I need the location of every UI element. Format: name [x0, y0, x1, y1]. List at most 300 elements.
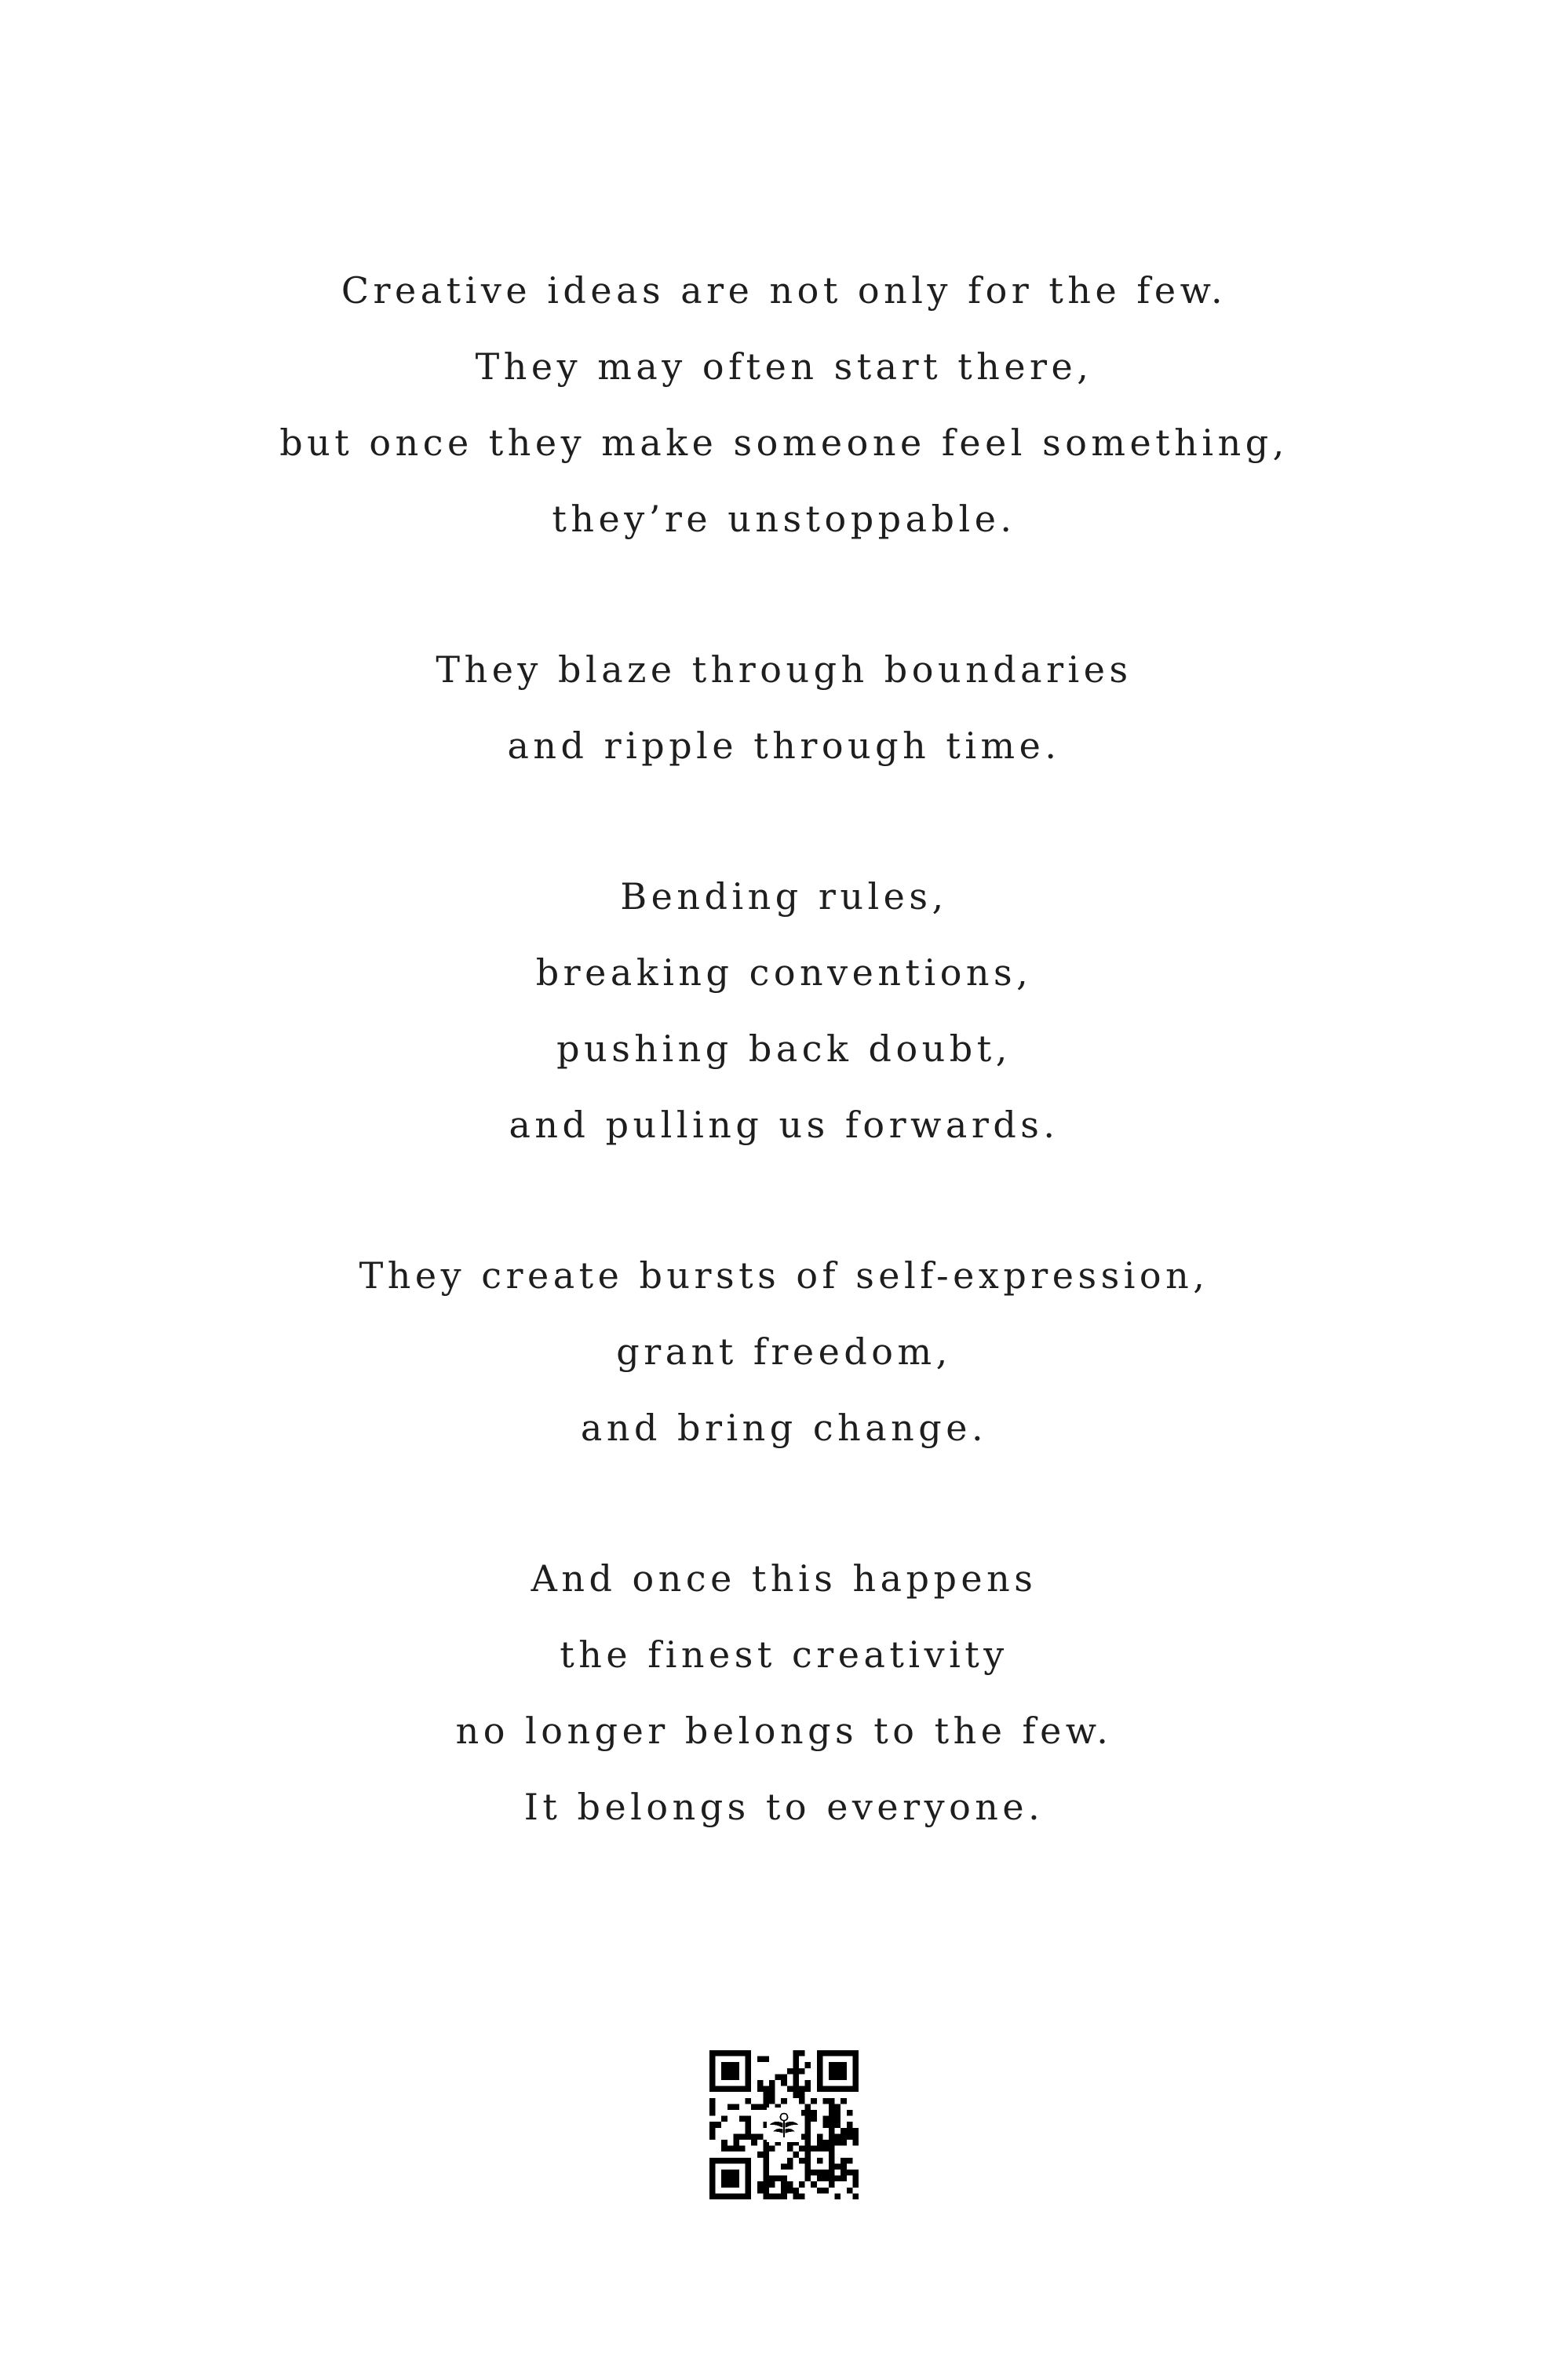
qr-module: [835, 2116, 841, 2122]
qr-module: [709, 2098, 716, 2104]
qr-module: [746, 2062, 752, 2068]
qr-module: [817, 2176, 823, 2182]
qr-module: [805, 2176, 811, 2182]
qr-module: [727, 2068, 734, 2075]
qr-module: [787, 2158, 793, 2164]
qr-module: [757, 2133, 764, 2140]
qr-module: [733, 2158, 739, 2164]
qr-module: [727, 2074, 734, 2080]
qr-module: [841, 2128, 847, 2134]
qr-module: [822, 2116, 829, 2122]
qr-module: [727, 2176, 734, 2182]
poem-line: It belongs to everyone.: [523, 1786, 1045, 1828]
qr-module: [829, 2122, 835, 2128]
qr-module: [829, 2181, 835, 2188]
qr-module: [716, 2086, 722, 2093]
qr-module: [781, 2074, 787, 2080]
qr-module: [835, 2133, 841, 2140]
qr-module: [739, 2158, 746, 2164]
qr-module: [775, 2074, 782, 2080]
qr-module: [739, 2116, 746, 2122]
qr-module: [805, 2122, 811, 2128]
qr-module: [805, 2128, 811, 2134]
qr-module: [721, 2062, 727, 2068]
qr-module: [787, 2086, 793, 2093]
qr-module: [746, 2181, 752, 2188]
qr-module: [793, 2057, 799, 2063]
qr-module: [746, 2158, 752, 2164]
qr-module: [793, 2092, 799, 2098]
qr-module: [733, 2193, 739, 2199]
qr-module: [793, 2188, 799, 2194]
qr-module: [781, 2193, 787, 2199]
qr-module: [817, 2068, 823, 2075]
qr-module: [847, 2050, 853, 2057]
qr-module: [751, 2133, 757, 2140]
qr-module: [787, 2068, 793, 2075]
qr-module: [847, 2158, 853, 2164]
stanza-2: [0, 632, 1568, 784]
qr-module: [817, 2074, 823, 2080]
qr-module: [799, 2193, 805, 2199]
qr-module: [805, 2170, 811, 2176]
qr-module: [721, 2170, 727, 2176]
qr-module: [757, 2086, 764, 2093]
qr-module: [829, 2146, 835, 2152]
qr-module: [805, 2140, 811, 2146]
qr-module: [746, 2133, 752, 2140]
qr-module: [733, 2074, 739, 2080]
qr-module: [852, 2080, 859, 2086]
qr-module: [817, 2050, 823, 2057]
spirit-of-ecstasy-emblem-icon: [767, 2108, 801, 2142]
qr-module: [746, 2170, 752, 2176]
qr-module: [793, 2086, 799, 2093]
qr-module: [727, 2062, 734, 2068]
qr-module: [721, 2146, 727, 2152]
qr-module: [709, 2181, 716, 2188]
qr-module: [805, 2116, 811, 2122]
qr-module: [746, 2176, 752, 2182]
qr-module: [763, 2098, 769, 2104]
qr-module: [781, 2080, 787, 2086]
poem-line: They may often start there,: [475, 345, 1093, 388]
qr-module: [775, 2193, 782, 2199]
qr-module: [757, 2188, 764, 2194]
qr-module: [822, 2188, 829, 2194]
poem-line: and pulling us forwards.: [509, 1104, 1059, 1146]
qr-module: [822, 2146, 829, 2152]
poem-line: and bring change.: [580, 1407, 988, 1449]
qr-module: [799, 2158, 805, 2164]
poem-line: And once this happens: [531, 1557, 1037, 1600]
qr-module: [811, 2098, 817, 2104]
qr-module: [709, 2080, 716, 2086]
qr-module: [769, 2080, 775, 2086]
qr-module: [829, 2104, 835, 2110]
qr-module: [727, 2086, 734, 2093]
qr-module: [822, 2050, 829, 2057]
qr-module: [829, 2074, 835, 2080]
qr-module: [841, 2074, 847, 2080]
poem-line: they’re unstoppable.: [552, 498, 1016, 540]
qr-module: [769, 2092, 775, 2098]
qr-module: [799, 2146, 805, 2152]
qr-module: [757, 2080, 764, 2086]
qr-module: [822, 2170, 829, 2176]
qr-module: [757, 2057, 764, 2063]
qr-module: [852, 2057, 859, 2063]
qr-module: [805, 2104, 811, 2110]
qr-module: [852, 2050, 859, 2057]
qr-module: [709, 2128, 716, 2134]
qr-module: [793, 2193, 799, 2199]
qr-module: [769, 2193, 775, 2199]
qr-module: [841, 2163, 847, 2170]
qr-module: [841, 2170, 847, 2176]
qr-module: [775, 2176, 782, 2182]
qr-module: [829, 2050, 835, 2057]
qr-module: [787, 2181, 793, 2188]
qr-module: [746, 2122, 752, 2128]
qr-module: [721, 2193, 727, 2199]
qr-module: [829, 2110, 835, 2116]
qr-module: [799, 2098, 805, 2104]
qr-module: [817, 2146, 823, 2152]
qr-module: [805, 2151, 811, 2158]
qr-module: [709, 2163, 716, 2170]
qr-module: [852, 2170, 859, 2176]
qr-module: [746, 2098, 752, 2104]
qr-module: [763, 2193, 769, 2199]
qr-module: [829, 2098, 835, 2104]
qr-module: [716, 2158, 722, 2164]
qr-module: [847, 2110, 853, 2116]
qr-module: [852, 2133, 859, 2140]
qr-module: [709, 2158, 716, 2164]
qr-module: [733, 2086, 739, 2093]
qr-module: [733, 2050, 739, 2057]
qr-module: [727, 2170, 734, 2176]
qr-module: [805, 2146, 811, 2152]
qr-module: [763, 2057, 769, 2063]
qr-module: [727, 2104, 734, 2110]
qr-module: [829, 2068, 835, 2075]
qr-module: [847, 2122, 853, 2128]
qr-module: [799, 2068, 805, 2075]
poem-line: and ripple through time.: [507, 724, 1061, 767]
qr-module: [721, 2068, 727, 2075]
qr-module: [841, 2158, 847, 2164]
qr-module: [763, 2181, 769, 2188]
qr-module: [709, 2188, 716, 2194]
qr-module: [721, 2158, 727, 2164]
qr-module: [787, 2188, 793, 2194]
stanza-5: [0, 1541, 1568, 1845]
qr-module: [835, 2074, 841, 2080]
qr-module: [746, 2057, 752, 2063]
qr-module: [793, 2151, 799, 2158]
qr-module: [822, 2086, 829, 2093]
qr-module: [817, 2086, 823, 2093]
qr-module: [763, 2188, 769, 2194]
poem-line: grant freedom,: [616, 1330, 952, 1373]
qr-module: [852, 2193, 859, 2199]
qr-module: [746, 2188, 752, 2194]
qr-module: [829, 2062, 835, 2068]
qr-module: [829, 2140, 835, 2146]
qr-module: [829, 2170, 835, 2176]
qr-module: [733, 2181, 739, 2188]
qr-module: [709, 2170, 716, 2176]
qr-module: [817, 2057, 823, 2063]
qr-module: [709, 2193, 716, 2199]
qr-module: [835, 2068, 841, 2075]
qr-module: [847, 2086, 853, 2093]
stanza-1: [0, 253, 1568, 557]
qr-module: [811, 2181, 817, 2188]
qr-module: [733, 2140, 739, 2146]
qr-module: [835, 2110, 841, 2116]
qr-module: [811, 2146, 817, 2152]
qr-module: [841, 2133, 847, 2140]
qr-module: [739, 2133, 746, 2140]
qr-module: [763, 2170, 769, 2176]
qr-module: [751, 2104, 757, 2110]
stanza-3: [0, 859, 1568, 1163]
qr-code[interactable]: [709, 2050, 859, 2199]
qr-module: [739, 2086, 746, 2093]
qr-module: [781, 2163, 787, 2170]
qr-module: [822, 2176, 829, 2182]
qr-module: [835, 2163, 841, 2170]
qr-module: [835, 2140, 841, 2146]
qr-module: [733, 2170, 739, 2176]
qr-module: [733, 2062, 739, 2068]
qr-module: [746, 2163, 752, 2170]
qr-module: [847, 2188, 853, 2194]
qr-module: [805, 2080, 811, 2086]
qr-module: [769, 2181, 775, 2188]
poem: [0, 253, 1568, 1845]
qr-module: [763, 2163, 769, 2170]
qr-module: [746, 2080, 752, 2086]
qr-module: [829, 2086, 835, 2093]
qr-module: [841, 2086, 847, 2093]
qr-module: [805, 2163, 811, 2170]
qr-module: [817, 2062, 823, 2068]
qr-module: [835, 2086, 841, 2093]
qr-module: [709, 2176, 716, 2182]
qr-module: [727, 2158, 734, 2164]
qr-module: [817, 2188, 823, 2194]
qr-module: [811, 2110, 817, 2116]
qr-module: [805, 2110, 811, 2116]
qr-module: [811, 2170, 817, 2176]
qr-module: [733, 2146, 739, 2152]
qr-module: [799, 2050, 805, 2057]
qr-module: [799, 2181, 805, 2188]
qr-module: [721, 2140, 727, 2146]
qr-module: [709, 2074, 716, 2080]
qr-module: [763, 2158, 769, 2164]
qr-module: [709, 2057, 716, 2063]
poem-line: Creative ideas are not only for the few.: [341, 269, 1227, 312]
poem-line: breaking conventions,: [535, 951, 1033, 994]
qr-module: [805, 2158, 811, 2164]
qr-module: [746, 2116, 752, 2122]
qr-module: [763, 2151, 769, 2158]
qr-module: [805, 2133, 811, 2140]
qr-module: [781, 2176, 787, 2182]
qr-module: [811, 2116, 817, 2122]
qr-module: [727, 2050, 734, 2057]
qr-module: [817, 2080, 823, 2086]
qr-module: [793, 2050, 799, 2057]
qr-module: [739, 2146, 746, 2152]
qr-module: [805, 2086, 811, 2093]
qr-module: [709, 2068, 716, 2075]
qr-module: [847, 2170, 853, 2176]
qr-module: [781, 2181, 787, 2188]
qr-module: [709, 2104, 716, 2110]
poem-line: the finest creativity: [560, 1633, 1008, 1676]
qr-module: [746, 2074, 752, 2080]
qr-module: [727, 2146, 734, 2152]
qr-module: [721, 2176, 727, 2182]
qr-module: [733, 2068, 739, 2075]
poem-line: They create bursts of self-expression,: [359, 1254, 1209, 1297]
qr-module: [841, 2062, 847, 2068]
qr-module: [733, 2133, 739, 2140]
qr-module: [852, 2181, 859, 2188]
qr-module: [769, 2146, 775, 2152]
qr-module: [852, 2176, 859, 2182]
qr-module: [787, 2163, 793, 2170]
qr-module: [727, 2193, 734, 2199]
qr-module: [817, 2133, 823, 2140]
poem-line: They blaze through boundaries: [436, 648, 1132, 691]
qr-module: [746, 2068, 752, 2075]
qr-module: [716, 2193, 722, 2199]
qr-module: [709, 2062, 716, 2068]
qr-module: [757, 2181, 764, 2188]
qr-module: [769, 2098, 775, 2104]
qr-module: [852, 2062, 859, 2068]
qr-module: [822, 2140, 829, 2146]
qr-module: [769, 2086, 775, 2093]
qr-module: [822, 2122, 829, 2128]
qr-module: [847, 2133, 853, 2140]
qr-module: [829, 2163, 835, 2170]
qr-module: [769, 2176, 775, 2182]
qr-module: [841, 2068, 847, 2075]
qr-module: [751, 2140, 757, 2146]
qr-module: [727, 2181, 734, 2188]
qr-module: [841, 2176, 847, 2182]
qr-module: [733, 2176, 739, 2182]
qr-module: [739, 2050, 746, 2057]
qr-module: [739, 2193, 746, 2199]
qr-module: [835, 2062, 841, 2068]
stanza-4: [0, 1238, 1568, 1466]
qr-module: [817, 2170, 823, 2176]
qr-module: [787, 2146, 793, 2152]
qr-module: [709, 2050, 716, 2057]
qr-module: [709, 2133, 716, 2140]
qr-module: [852, 2128, 859, 2134]
qr-module: [763, 2092, 769, 2098]
qr-module: [841, 2098, 847, 2104]
qr-code-icon: [709, 2050, 859, 2199]
qr-module: [835, 2176, 841, 2182]
poem-line: Bending rules,: [620, 875, 948, 918]
qr-module: [763, 2176, 769, 2182]
qr-module: [841, 2140, 847, 2146]
qr-module: [716, 2122, 722, 2128]
qr-module: [721, 2116, 727, 2122]
qr-module: [793, 2080, 799, 2086]
qr-module: [799, 2086, 805, 2093]
qr-module: [763, 2146, 769, 2152]
qr-module: [716, 2050, 722, 2057]
poem-line: but once they make someone feel something,: [279, 422, 1289, 464]
qr-module: [835, 2193, 841, 2199]
qr-module: [829, 2116, 835, 2122]
qr-module: [793, 2074, 799, 2080]
qr-module: [763, 2086, 769, 2093]
qr-module: [746, 2086, 752, 2093]
qr-module: [781, 2188, 787, 2194]
qr-module: [835, 2050, 841, 2057]
qr-module: [835, 2104, 841, 2110]
qr-module: [721, 2181, 727, 2188]
poem-line: no longer belongs to the few.: [455, 1710, 1113, 1752]
qr-module: [852, 2086, 859, 2093]
qr-module: [852, 2140, 859, 2146]
qr-module: [852, 2074, 859, 2080]
qr-module: [757, 2151, 764, 2158]
qr-module: [829, 2176, 835, 2182]
qr-module: [793, 2068, 799, 2075]
qr-module: [793, 2062, 799, 2068]
qr-module: [746, 2193, 752, 2199]
qr-module: [721, 2086, 727, 2093]
qr-module: [829, 2151, 835, 2158]
qr-module: [805, 2062, 811, 2068]
poem-line: pushing back doubt,: [556, 1027, 1012, 1070]
qr-module: [817, 2140, 823, 2146]
qr-module: [799, 2092, 805, 2098]
qr-module: [721, 2074, 727, 2080]
qr-module: [709, 2110, 716, 2116]
qr-module: [817, 2158, 823, 2164]
qr-module: [847, 2128, 853, 2134]
qr-module: [746, 2050, 752, 2057]
qr-module: [835, 2122, 841, 2128]
qr-module: [829, 2158, 835, 2164]
qr-module: [709, 2122, 716, 2128]
qr-module: [746, 2128, 752, 2134]
qr-module: [757, 2104, 764, 2110]
qr-module: [709, 2086, 716, 2093]
qr-module: [841, 2050, 847, 2057]
qr-module: [852, 2068, 859, 2075]
qr-module: [781, 2098, 787, 2104]
qr-module: [822, 2098, 829, 2104]
qr-module: [829, 2128, 835, 2134]
qr-module: [721, 2050, 727, 2057]
